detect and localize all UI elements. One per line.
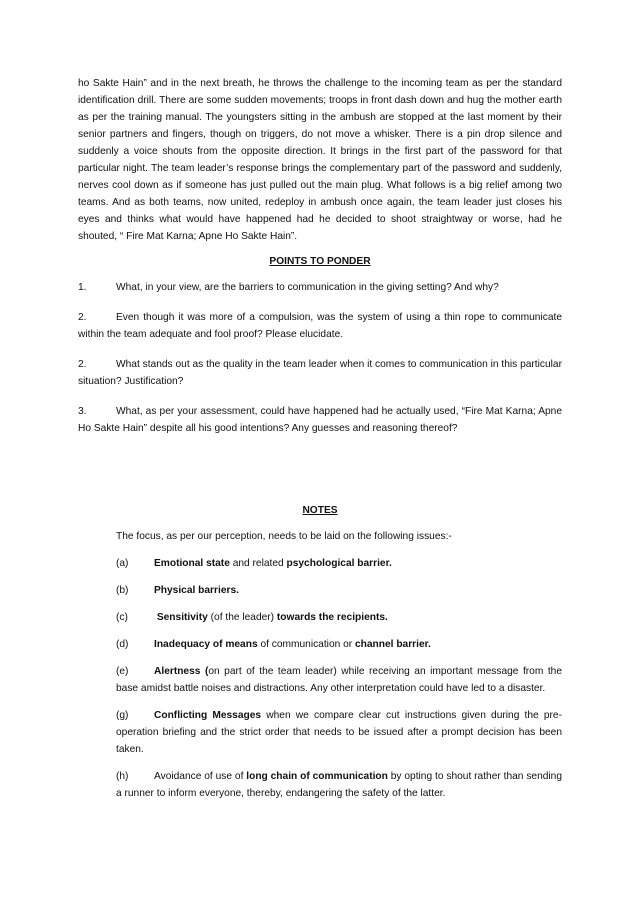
note-item-a [116,555,562,572]
note-bold: psychological barrier. [286,558,392,569]
notes-heading: NOTES [302,505,338,516]
note-text: when we compare clear cut instructions given during the pre-operation briefing and the strict order that needs to be issued after a prompt decision has been taken. [116,710,562,755]
note-bold: long chain of communication [246,771,388,782]
question-number: 3. [78,406,87,417]
question-item [78,309,562,343]
note-bold: Alertness ( [154,666,209,677]
points-to-ponder-heading: POINTS TO PONDER [269,256,371,267]
note-bold: Conflicting Messages [154,710,262,721]
note-bold: Emotional state [154,558,230,569]
note-label: (b) [116,585,129,596]
question-number: 1. [78,282,87,293]
note-item-h [116,768,562,802]
note-bold: channel barrier. [355,639,431,650]
question-text: What stands out as the quality in the team leader when it comes to communication in this particular situation? Justification? [78,359,562,387]
note-bold: Physical barriers. [154,585,239,596]
question-number: 2. [78,312,87,323]
note-label: (g) [116,710,129,721]
question-text: Even though it was more of a compulsion, was the system of using a thin rope to communicate within the team adequate and fool proof? Please elucidate. [78,312,562,340]
note-text: (of the leader) [207,612,277,623]
notes-intro: The focus, as per our perception, needs to be laid on the following issues:- [116,531,452,542]
note-item-g [116,707,562,758]
note-label: (h) [116,771,129,782]
question-number: 2. [78,359,87,370]
note-text: and related [229,558,287,569]
note-text: on part of the team leader) while receiving an important message from the base amidst battle noises and distractions. Any other interpretation could have led to a disaster. [116,666,563,694]
note-item-b [116,582,562,599]
note-bold: Inadequacy of means [154,639,258,650]
note-item-d [116,636,562,653]
note-item-e [116,663,562,697]
note-text: by opting to shout rather than sending a runner to inform everyone, thereby, endangering the safety of the latter. [116,771,563,799]
note-label: (e) [116,666,129,677]
question-text: What, as per your assessment, could have happened had he actually used, “Fire Mat Karna; Apne Ho Sakte Hain” despite all his good intentions? Any guesses and reasoning thereof? [78,406,562,434]
questions-list [78,279,562,437]
document-page [78,75,562,812]
note-label: (d) [116,639,129,650]
note-bold: Sensitivity [156,612,208,623]
note-bold: towards the recipients. [276,612,388,623]
question-item [78,279,562,296]
intro-paragraph: ho Sakte Hain” and in the next breath, he throws the challenge to the incoming team as per the standard identification drill. There are some sudden movements; troops in front dash down and hug the mother earth as per the training manual. The youngsters sitting in the ambush are stopped at the last moment by their senior partners and fingers, though on triggers, do not move a whisker. There is a pin drop silence and suddenly a voice shouts from the opposite direction. It brings in the first part of the password for that particular night. The team leader’s response brings the complementary part of the password and suddenly, nerves cool down as if someone has just pulled out the main plug. What follows is a big relief among two teams. And as both teams, now united, redeploy in ambush once again, the team leader just closes his eyes and thinks what would have happened had he decided to shoot straightway or worse, had he shouted, “ Fire Mat Karna; Apne Ho Sakte Hain”. [78,78,562,242]
question-item [78,403,562,437]
note-label: (a) [116,558,129,569]
question-item [78,356,562,390]
notes-section [78,528,562,802]
note-text: of communication or [257,639,355,650]
note-item-c [116,609,562,626]
note-text: Avoidance of use of [154,771,247,782]
question-text: What, in your view, are the barriers to communication in the giving setting? And why? [116,282,499,293]
note-label: (c) [116,612,128,623]
